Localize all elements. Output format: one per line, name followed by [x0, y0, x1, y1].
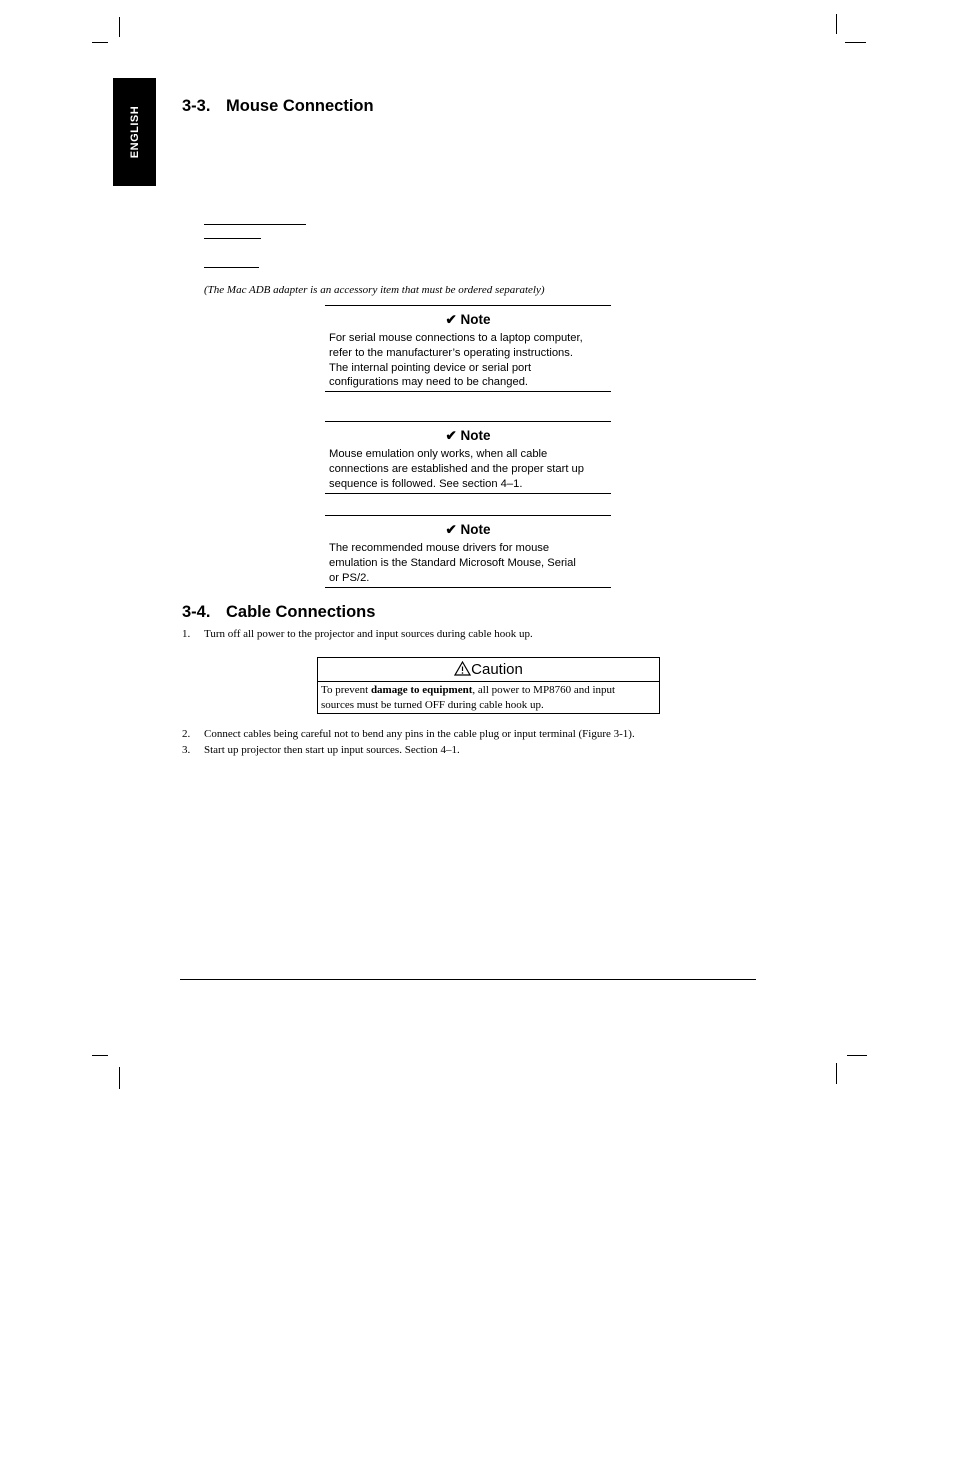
footer-rule [180, 979, 756, 980]
crop-mark [119, 1067, 120, 1089]
language-tab-label: ENGLISH [128, 105, 141, 159]
underline-rule [204, 267, 259, 268]
crop-mark [836, 1063, 837, 1084]
list-item: 2. Connect cables being careful not to bend any pins in the cable plug or input terminal (Figure 3-1). [182, 728, 635, 740]
crop-mark [92, 42, 108, 43]
list-item: 3. Start up projector then start up input sources. Section 4–1. [182, 744, 460, 756]
crop-mark [92, 1055, 108, 1056]
note-box [325, 515, 611, 588]
adapter-note: (The Mac ADB adapter is an accessory item that must be ordered separately) [204, 284, 545, 296]
section-number: 3-4. [182, 603, 211, 621]
underline-rule [204, 224, 306, 225]
note-text: For serial mouse connections to a laptop computer, refer to the manufacturer’s operating instructions. The internal pointing device or serial port configurations may need to be changed. [329, 332, 583, 389]
section-number: 3-3. [182, 97, 211, 115]
section-heading-mouse [182, 97, 374, 116]
warning-triangle-icon [454, 661, 471, 676]
note-box [325, 305, 611, 392]
note-heading: ✔ Note [445, 522, 491, 537]
language-tab [113, 78, 156, 186]
crop-mark [836, 14, 837, 34]
crop-mark [847, 1055, 867, 1056]
check-icon: ✔ [445, 428, 457, 443]
section-title: Mouse Connection [226, 97, 374, 115]
crop-mark [119, 17, 120, 37]
list-item: 1. Turn off all power to the projector and input sources during cable hook up. [182, 628, 533, 640]
caution-box [317, 657, 660, 714]
section-title: Cable Connections [226, 603, 376, 621]
note-heading: ✔ Note [445, 312, 491, 327]
caution-heading: Caution [318, 658, 659, 682]
underline-rule [204, 238, 261, 239]
note-text: The recommended mouse drivers for mouse emulation is the Standard Microsoft Mouse, Serial or PS/2. [329, 542, 576, 584]
note-text: Mouse emulation only works, when all cable connections are established and the proper start up sequence is followed. See section 4–1. [329, 448, 584, 490]
check-icon: ✔ [445, 522, 457, 537]
caution-text: To prevent damage to equipment, all power to MP8760 and input sources must be turned OFF during cable hook up. [321, 684, 616, 711]
crop-mark [845, 42, 866, 43]
section-heading-cable [182, 603, 375, 622]
check-icon: ✔ [445, 312, 457, 327]
note-heading: ✔ Note [445, 428, 491, 443]
note-box [325, 421, 611, 494]
